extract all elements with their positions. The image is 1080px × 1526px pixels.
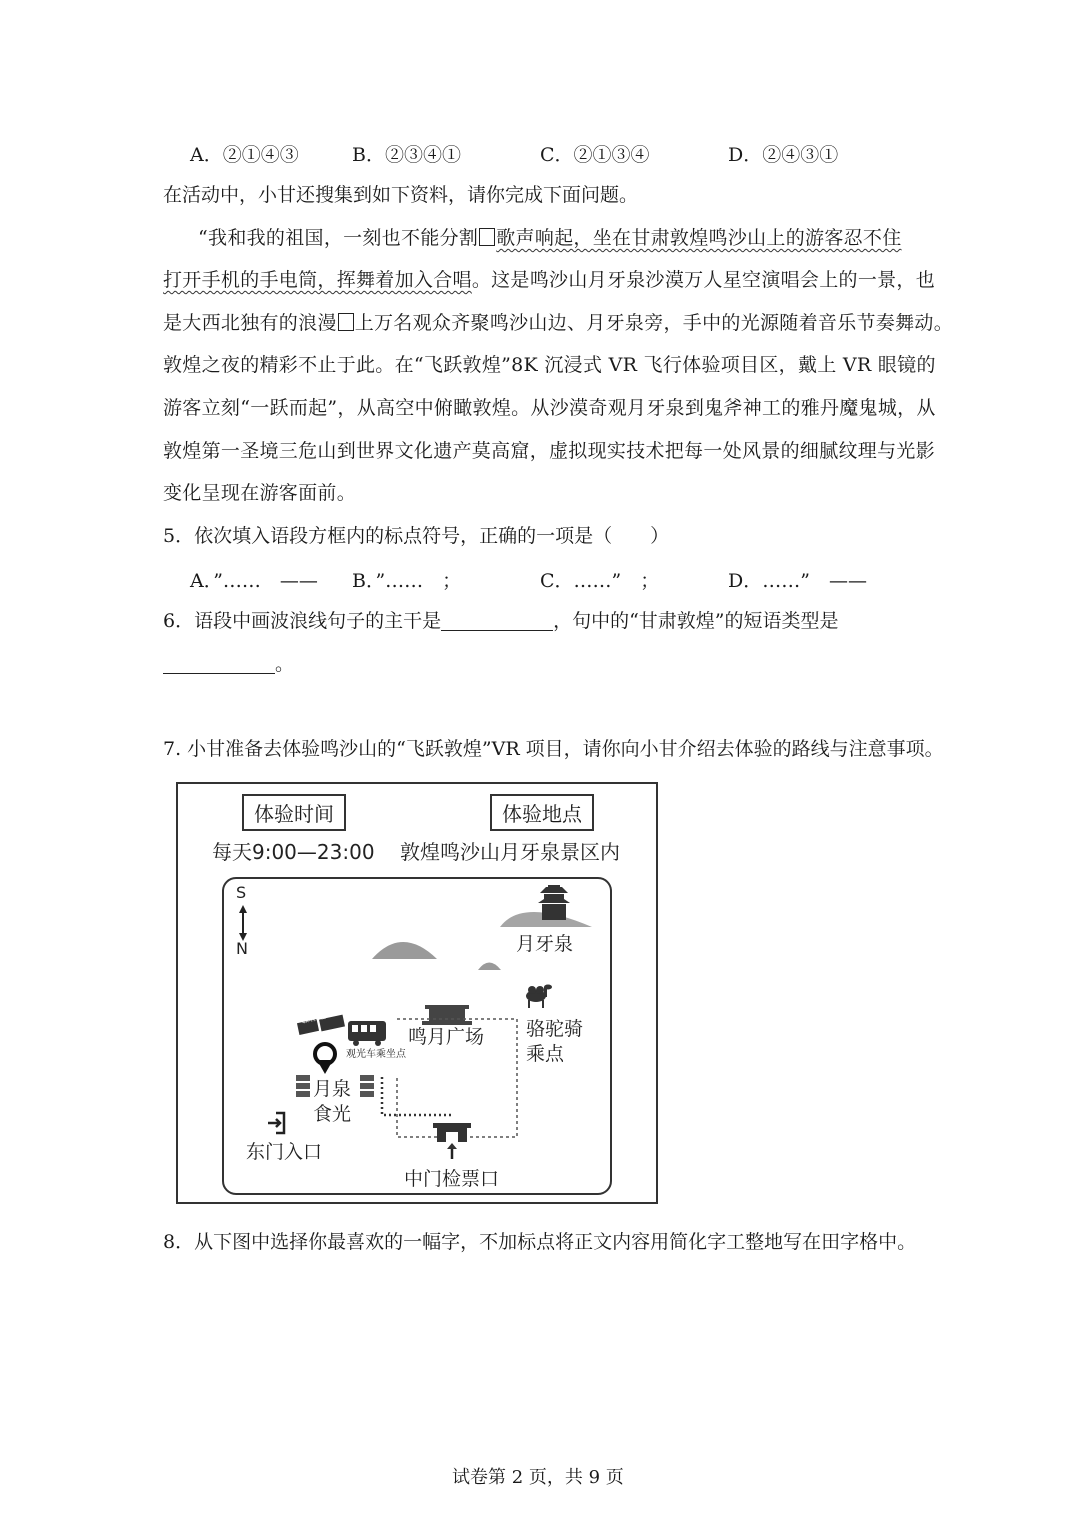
bus-stop-label: 观光车乘坐点 [346, 1049, 406, 1060]
option-c: C．②①③④ [540, 144, 650, 166]
camel-icon [526, 985, 552, 1009]
camel-point-label-2: 乘点 [526, 1043, 565, 1065]
time-value: 每天9:00—23:00 [212, 840, 375, 864]
passage-line-7: 变化呈现在游客面前。 [163, 482, 357, 504]
pagoda-icon [538, 885, 570, 920]
sign-text: 飞跃敦煌 [297, 1012, 327, 1026]
answer-blank[interactable] [163, 653, 275, 674]
compass-arrow-icon [239, 905, 247, 941]
ticket-gate-icon [433, 1123, 471, 1159]
yueyaquan-label: 月牙泉 [516, 933, 574, 955]
question-8: 8．从下图中选择你最喜欢的一幅字，不加标点将正文内容用简化字工整地写在田字格中。 [163, 1231, 917, 1253]
q6-text: 6．语段中画波浪线句子的主干是 [163, 610, 442, 632]
passage-text: 上万名观众齐聚鸣沙山边、月牙泉旁，手中的光源随着音乐节奏舞动。 [354, 312, 954, 334]
middle-gate-label: 中门检票口 [404, 1168, 500, 1190]
q5-option-b: B．”…… ； [352, 570, 462, 592]
food-label-2: 食光 [313, 1103, 352, 1125]
passage-text: 。这是鸣沙山月牙泉沙漠万人星空演唱会上的一景，也 [471, 269, 936, 291]
punctuation-box [479, 228, 495, 246]
time-label: 体验时间 [242, 794, 346, 831]
option-a: A．②①④③ [190, 144, 299, 166]
hill-icon [372, 942, 437, 959]
wavy-sentence: 歌声响起，坐在甘肃敦煌鸣沙山上的游客忍不住 [496, 227, 902, 249]
passage-line-1 [198, 224, 902, 252]
passage-text: “我和我的祖国，一刻也不能分割 [198, 227, 479, 249]
q5-option-c: C．……” ； [540, 570, 660, 592]
question-5: 5．依次填入语段方框内的标点符号，正确的一项是（ ） [163, 525, 670, 547]
question-6-cont [163, 650, 294, 678]
mingyue-square-label: 鸣月广场 [408, 1026, 485, 1048]
option-d: D．②④③① [728, 144, 839, 166]
place-value: 敦煌鸣沙山月牙泉景区内 [400, 840, 620, 864]
passage-text: 是大西北独有的浪漫 [163, 312, 337, 334]
compass-n: N [236, 939, 248, 958]
q5-option-d: D．……” —— [728, 570, 867, 592]
passage-line-4: 敦煌之夜的精彩不止于此。在“飞跃敦煌”8K 沉浸式 VR 飞行体验项目区，戴上 VR 眼镜的 [163, 354, 936, 376]
question-7: 7. 小甘准备去体验鸣沙山的“飞跃敦煌”VR 项目，请你向小甘介绍去体验的路线与注意事项。 [163, 738, 944, 760]
q5-option-a: A．”…… —— [190, 570, 318, 592]
passage-line-2 [163, 266, 935, 294]
question-6 [163, 607, 839, 635]
page-footer: 试卷第 2 页，共 9 页 [452, 1467, 624, 1488]
place-label: 体验地点 [490, 794, 594, 831]
passage-line-6: 敦煌第一圣境三危山到世界文化遗产莫高窟，虚拟现实技术把每一处风景的细腻纹理与光影 [163, 440, 936, 462]
hill-icon [478, 963, 501, 971]
east-gate-label: 东门入口 [246, 1141, 323, 1163]
passage-line-5: 游客立刻“一跃而起”，从高空中俯瞰敦煌。从沙漠奇观月牙泉到鬼斧神工的雅丹魔鬼城，从 [163, 397, 936, 419]
answer-blank[interactable] [441, 610, 553, 631]
q6-text: 。 [275, 653, 295, 675]
passage-line-3 [163, 309, 953, 337]
intro-text: 在活动中，小甘还搜集到如下资料，请你完成下面问题。 [163, 184, 639, 206]
wavy-sentence: 打开手机的手电筒，挥舞着加入合唱 [163, 269, 472, 291]
compass-s: S [236, 883, 247, 902]
camel-point-label-1: 骆驼骑 [526, 1018, 584, 1040]
option-b: B．②③④① [352, 144, 461, 166]
q6-text: ，句中的“甘肃敦煌”的短语类型是 [553, 610, 839, 632]
entrance-icon [268, 1113, 284, 1133]
punctuation-box [338, 313, 354, 331]
bus-icon [348, 1021, 386, 1046]
food-label-1: 月泉 [313, 1078, 352, 1100]
